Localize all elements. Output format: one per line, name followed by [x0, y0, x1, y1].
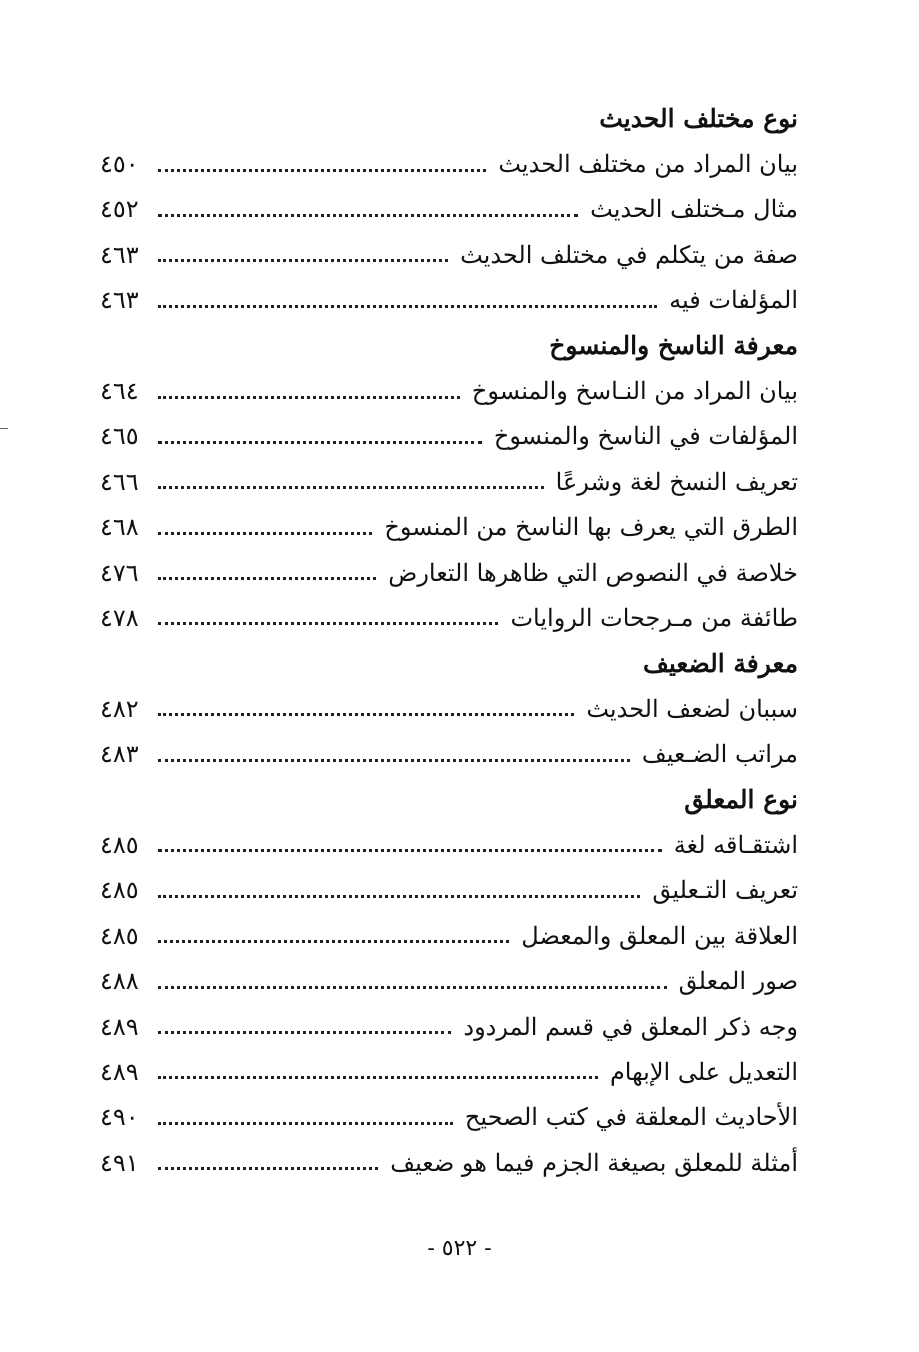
dot-leader: [158, 1122, 453, 1125]
dot-leader: [158, 849, 662, 852]
dot-leader: [158, 622, 498, 625]
toc-entry: [100, 232, 798, 277]
entry-title: المؤلفات في الناسخ والمنسوخ: [493, 422, 798, 451]
toc-entry: [100, 141, 798, 186]
page-number: - ٥٢٢ -: [427, 1236, 492, 1261]
toc-entry: [100, 368, 798, 413]
toc-entry: [100, 187, 798, 232]
entry-title: أمثلة للمعلق بصيغة الجزم فيما هو ضعيف: [390, 1148, 798, 1177]
section-heading-row: [100, 323, 798, 368]
section-heading-row: [100, 96, 798, 141]
entry-title: طائفة من مـرجحات الروايات: [510, 603, 798, 632]
entry-page-number: ٤٨٥: [100, 830, 139, 859]
dot-leader: [158, 759, 630, 762]
toc-entry: [100, 1049, 798, 1094]
entry-page-number: ٤٨٥: [100, 876, 139, 905]
dot-leader: [158, 1031, 451, 1034]
dot-leader: [158, 577, 376, 580]
toc-entry: [100, 1004, 798, 1049]
entry-page-number: ٤٨٨: [100, 967, 139, 996]
entry-page-number: ٤٨٩: [100, 1057, 139, 1086]
toc-entry: [100, 414, 798, 459]
section-heading: معرفة الضعيف: [642, 648, 798, 678]
entry-page-number: ٤٥٠: [100, 150, 139, 179]
toc-entry: [100, 1140, 798, 1185]
entry-page-number: ٤٦٣: [100, 286, 139, 315]
entry-title: العلاقة بين المعلق والمعضل: [521, 921, 798, 950]
entry-page-number: ٤٥٢: [100, 195, 139, 224]
dot-leader: [158, 713, 574, 716]
entry-title: وجه ذكر المعلق في قسم المردود: [463, 1012, 798, 1041]
section-heading: معرفة الناسخ والمنسوخ: [549, 331, 798, 361]
dot-leader: [158, 305, 657, 308]
entry-page-number: ٤٦٣: [100, 240, 139, 269]
dot-leader: [158, 169, 486, 172]
entry-title: الطرق التي يعرف بها الناسخ من المنسوخ: [384, 513, 798, 542]
toc-entry: [100, 686, 798, 731]
entry-page-number: ٤٧٨: [100, 603, 139, 632]
dot-leader: [158, 986, 667, 989]
entry-page-number: ٤٧٦: [100, 558, 139, 587]
entry-page-number: ٤٩١: [100, 1148, 139, 1177]
entry-page-number: ٤٦٤: [100, 377, 139, 406]
section-heading: نوع مختلف الحديث: [599, 104, 798, 134]
dot-leader: [158, 486, 544, 489]
entry-title: تعريف النسخ لغة وشرعًا: [555, 467, 798, 496]
toc-entry: [100, 731, 798, 776]
dot-leader: [158, 1167, 378, 1170]
table-of-contents: [100, 96, 798, 1185]
toc-entry: [100, 958, 798, 1003]
toc-entry: [100, 595, 798, 640]
toc-entry: [100, 822, 798, 867]
entry-title: المؤلفات فيه: [669, 286, 798, 315]
toc-entry: [100, 505, 798, 550]
entry-title: سببان لضعف الحديث: [586, 694, 798, 723]
entry-page-number: ٤٦٨: [100, 513, 139, 542]
dot-leader: [158, 940, 509, 943]
entry-page-number: ٤٨٢: [100, 694, 139, 723]
dot-leader: [158, 259, 448, 262]
dot-leader: [158, 532, 372, 535]
section-heading: نوع المعلق: [684, 785, 798, 815]
entry-title: صفة من يتكلم في مختلف الحديث: [460, 240, 798, 269]
entry-title: التعديل على الإبهام: [609, 1057, 798, 1086]
entry-title: خلاصة في النصوص التي ظاهرها التعارض: [388, 558, 798, 587]
entry-title: صور المعلق: [678, 967, 798, 996]
entry-page-number: ٤٦٦: [100, 467, 139, 496]
toc-entry: [100, 868, 798, 913]
section-heading-row: [100, 641, 798, 686]
entry-title: اشتقـاقه لغة: [673, 830, 798, 859]
entry-page-number: ٤٦٥: [100, 422, 139, 451]
dot-leader: [158, 895, 640, 898]
toc-entry: [100, 459, 798, 504]
entry-title: تعريف التـعليق: [652, 876, 798, 905]
dot-leader: [158, 441, 482, 444]
entry-title: مراتب الضـعيف: [641, 740, 798, 769]
entry-page-number: ٤٨٥: [100, 921, 139, 950]
entry-title: بيان المراد من النـاسخ والمنسوخ: [471, 377, 798, 406]
margin-tick: [0, 428, 8, 429]
toc-entry: [100, 913, 798, 958]
entry-page-number: ٤٩٠: [100, 1103, 139, 1132]
section-heading-row: [100, 777, 798, 822]
toc-entry: [100, 278, 798, 323]
entry-title: الأحاديث المعلقة في كتب الصحيح: [464, 1103, 798, 1132]
entry-title: مثال مـختلف الحديث: [590, 195, 798, 224]
toc-entry: [100, 1095, 798, 1140]
dot-leader: [158, 396, 460, 399]
entry-page-number: ٤٨٩: [100, 1012, 139, 1041]
dot-leader: [158, 1076, 598, 1079]
toc-entry: [100, 550, 798, 595]
entry-title: بيان المراد من مختلف الحديث: [498, 150, 798, 179]
dot-leader: [158, 214, 578, 217]
entry-page-number: ٤٨٣: [100, 740, 139, 769]
